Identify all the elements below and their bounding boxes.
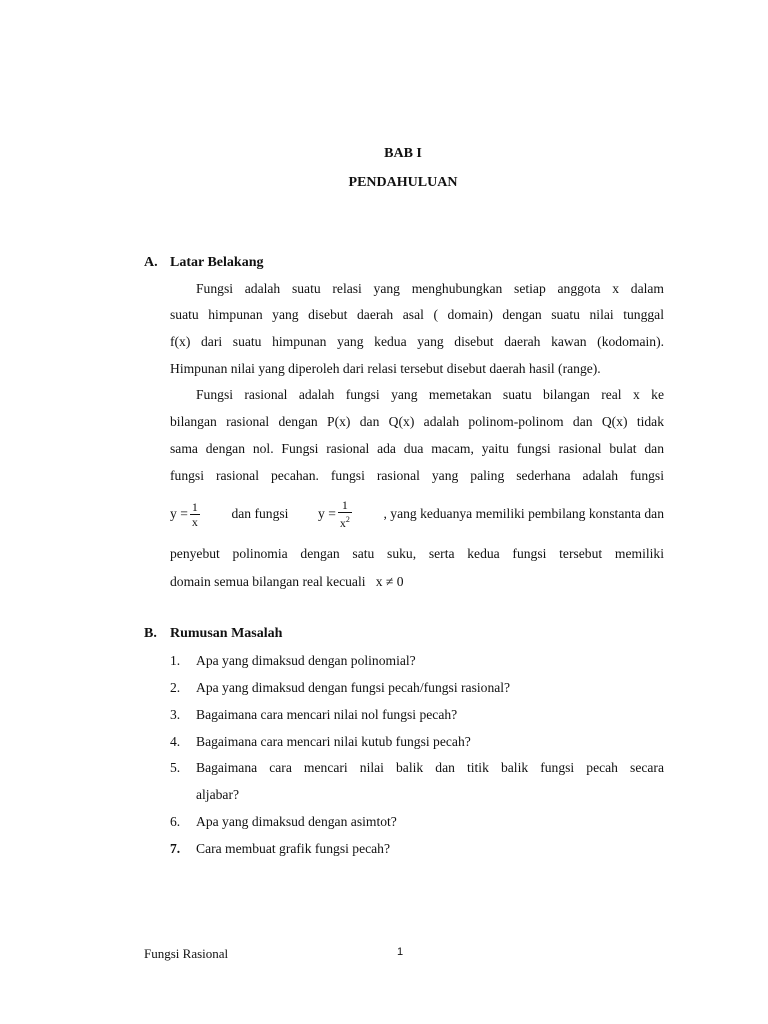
formula-lhs: y =	[170, 506, 188, 521]
list-text: Apa yang dimaksud dengan polinomial?	[196, 653, 416, 668]
paragraph-line	[170, 574, 664, 590]
list-text: Bagaimana cara mencari nilai kutub fungsi pecah?	[196, 734, 471, 749]
formula-line	[170, 496, 664, 532]
list-item	[170, 841, 664, 857]
chapter-title: PENDAHULUAN	[348, 175, 458, 190]
list-text: Bagaimana cara mencari nilai nol fungsi pecah?	[196, 707, 458, 722]
section-b-title: Rumusan Masalah	[170, 626, 283, 641]
paragraph-line: sama dengan nol. Fungsi rasional ada dua macam, yaitu fungsi rasional bulat dan	[170, 441, 664, 456]
list-number: 5.	[170, 760, 181, 775]
fraction-denominator	[338, 513, 352, 530]
chapter-number: BAB I	[384, 146, 422, 161]
list-item-continuation: aljabar?	[196, 787, 240, 802]
list-item	[170, 653, 664, 669]
formula-y-over-x	[170, 500, 202, 529]
list-item	[170, 814, 664, 830]
list-number: 6.	[170, 814, 181, 829]
paragraph-line: bilangan rasional dengan P(x) dan Q(x) adalah polinom-polinom dan Q(x) tidak	[170, 414, 664, 429]
section-a-letter: A.	[144, 255, 158, 270]
fraction-denominator: x	[191, 514, 198, 529]
formula-connector: dan fungsi	[231, 506, 289, 521]
footer-title: Fungsi Rasional	[144, 946, 229, 961]
list-number: 4.	[170, 734, 181, 749]
section-b-heading	[144, 626, 282, 642]
list-number: 3.	[170, 707, 181, 722]
section-a-heading	[144, 255, 263, 271]
formula-trailing-text: , yang keduanya memiliki pembilang konstanta dan	[383, 506, 664, 521]
fraction-base: x	[339, 516, 346, 530]
fraction-numerator: 1	[191, 499, 198, 514]
list-item	[170, 707, 664, 723]
paragraph-line: Fungsi rasional adalah fungsi yang memetakan suatu bilangan real x ke	[196, 387, 664, 402]
list-text: Cara membuat grafik fungsi pecah?	[196, 841, 391, 856]
list-number: 1.	[170, 653, 181, 668]
paragraph-line: Fungsi adalah suatu relasi yang menghubungkan setiap anggota x dalam	[196, 281, 664, 296]
section-a-title: Latar Belakang	[170, 255, 264, 270]
fraction	[338, 498, 352, 530]
formula-lhs: y =	[318, 506, 336, 521]
list-text: Bagaimana cara mencari nilai balik dan titik balik fungsi pecah secara	[196, 760, 664, 775]
list-item	[170, 680, 664, 696]
domain-math: x ≠ 0	[375, 574, 404, 589]
list-item	[170, 760, 664, 776]
paragraph-line: fungsi rasional pecahan. fungsi rasional yang paling sederhana adalah fungsi	[170, 468, 664, 483]
page-number: 1	[397, 946, 404, 958]
section-b-letter: B.	[144, 626, 157, 641]
paragraph-line: f(x) dari suatu himpunan yang kedua yang disebut daerah kawan (kodomain).	[170, 334, 664, 349]
domain-text: domain semua bilangan real kecuali	[170, 574, 366, 589]
list-number: 2.	[170, 680, 181, 695]
paragraph-line: penyebut polinomia dengan satu suku, serta kedua fungsi tersebut memiliki	[170, 546, 664, 561]
fraction-exponent: 2	[345, 515, 350, 524]
fraction	[190, 500, 200, 529]
paragraph-line: suatu himpunan yang disebut daerah asal ( domain) dengan suatu nilai tunggal	[170, 307, 664, 322]
list-item	[170, 734, 664, 750]
list-text: Apa yang dimaksud dengan asimtot?	[196, 814, 397, 829]
list-text: Apa yang dimaksud dengan fungsi pecah/fungsi rasional?	[196, 680, 511, 695]
list-number: 7.	[170, 841, 181, 856]
fraction-numerator: 1	[338, 498, 352, 513]
paragraph-line: Himpunan nilai yang diperoleh dari relasi tersebut disebut daerah hasil (range).	[170, 361, 601, 376]
formula-y-over-x-squared	[318, 498, 354, 530]
